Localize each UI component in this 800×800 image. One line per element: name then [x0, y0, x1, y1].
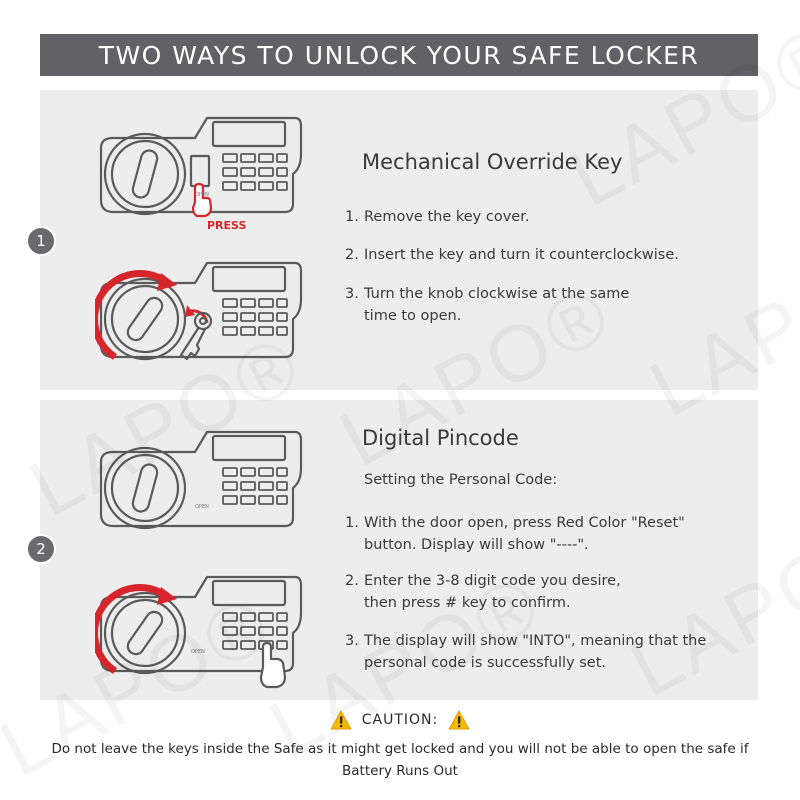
step-badge-2: 2	[26, 534, 56, 564]
digital-intro: Setting the Personal Code:	[364, 472, 558, 488]
step-text: Turn the knob clockwise at the same time to open.	[364, 286, 630, 324]
safe-keypad-illustration	[95, 422, 305, 692]
step-number: 3.	[345, 286, 359, 302]
section-heading-mechanical: Mechanical Override Key	[362, 150, 623, 174]
step-number: 1.	[345, 209, 359, 225]
step-text: Enter the 3-8 digit code you desire, then press # key to confirm.	[364, 573, 621, 611]
open-label: OPEN	[195, 504, 209, 510]
caution-label: CAUTION:	[361, 712, 439, 728]
caution-header	[0, 710, 800, 730]
page-title: TWO WAYS TO UNLOCK YOUR SAFE LOCKER	[40, 34, 758, 76]
step-text: With the door open, press Red Color "Reset" button. Display will show "----".	[364, 515, 685, 553]
mechanical-step-1	[345, 206, 750, 228]
digital-step-3	[345, 630, 715, 674]
step-text: Remove the key cover.	[364, 209, 530, 225]
step-number: 1.	[345, 515, 359, 531]
section-heading-digital: Digital Pincode	[362, 426, 519, 450]
step-badge-1: 1	[26, 226, 56, 256]
warning-icon	[448, 710, 470, 730]
open-label-2: OPEN	[191, 649, 205, 655]
open-label: OPEN	[195, 192, 209, 198]
step-number: 3.	[345, 633, 359, 649]
step-text: Insert the key and turn it counterclockwise.	[364, 247, 679, 263]
warning-icon	[330, 710, 352, 730]
caution-text: Do not leave the keys inside the Safe as it might get locked and you will not be able to open the safe if Battery Runs Out	[51, 741, 749, 779]
digital-step-1	[345, 512, 735, 556]
digital-step-2	[345, 570, 645, 614]
mechanical-step-2	[345, 244, 750, 266]
step-text: The display will show "INTO", meaning that the personal code is successfully set.	[364, 633, 707, 671]
safe-lock-press-illustration	[95, 108, 305, 378]
mechanical-step-3	[345, 283, 645, 327]
step-number: 2.	[345, 573, 359, 589]
step-number: 2.	[345, 247, 359, 263]
press-label: PRESS	[207, 219, 247, 232]
